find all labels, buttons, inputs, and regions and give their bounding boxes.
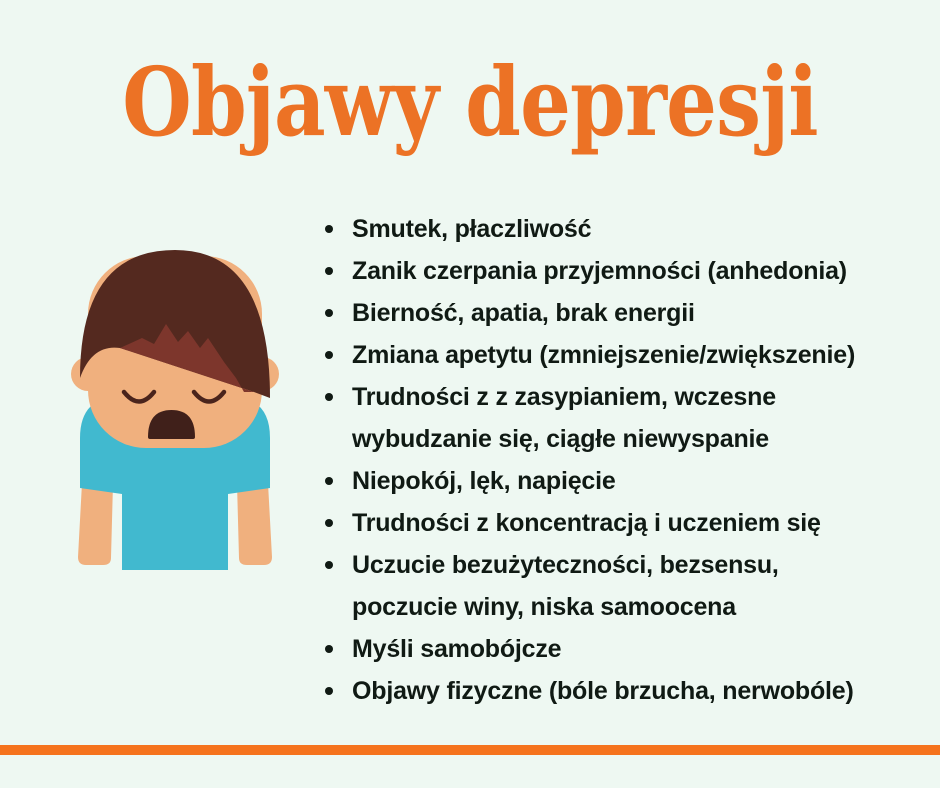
list-item-text: Zmiana apetytu (zmniejszenie/zwiększenie) [352, 341, 856, 369]
bullet-dot [325, 267, 333, 275]
bullet-dot [325, 561, 333, 569]
list-item-text: Niepokój, lęk, napięcie [352, 467, 616, 495]
list-item-text: Trudności z koncentracją i uczeniem się [352, 509, 821, 537]
bullet-dot [325, 225, 333, 233]
list-item [325, 295, 910, 337]
list-item-continuation [325, 421, 910, 463]
sad-boy-icon [58, 246, 290, 572]
symptom-list [325, 211, 910, 715]
list-item [325, 505, 910, 547]
list-item-text: Objawy fizyczne (bóle brzucha, nerwobóle) [352, 677, 854, 705]
list-item [325, 253, 910, 295]
list-item-text: Bierność, apatia, brak energii [352, 299, 695, 327]
list-item-text: wybudzanie się, ciągłe niewyspanie [352, 425, 769, 453]
list-item [325, 379, 910, 421]
list-item [325, 631, 910, 673]
sad-boy-illustration [58, 246, 290, 572]
bullet-dot [325, 351, 333, 359]
list-item [325, 673, 910, 715]
bullet-dot [325, 519, 333, 527]
list-item-text: Trudności z z zasypianiem, wczesne [352, 383, 776, 411]
bottom-accent-bar [0, 745, 940, 755]
list-item [325, 547, 910, 589]
bullet-dot [325, 645, 333, 653]
list-item [325, 463, 910, 505]
bullet-dot [325, 393, 333, 401]
list-item-text: poczucie winy, niska samoocena [352, 593, 736, 621]
list-item-text: Smutek, płaczliwość [352, 215, 592, 243]
list-item-text: Myśli samobójcze [352, 635, 562, 663]
list-item [325, 211, 910, 253]
bullet-dot [325, 477, 333, 485]
list-item-text: Uczucie bezużyteczności, bezsensu, [352, 551, 779, 579]
list-item-continuation [325, 589, 910, 631]
bullet-dot [325, 309, 333, 317]
list-item [325, 337, 910, 379]
page-title: Objawy depresji [122, 47, 818, 158]
list-item-text: Zanik czerpania przyjemności (anhedonia) [352, 257, 847, 285]
bullet-dot [325, 687, 333, 695]
